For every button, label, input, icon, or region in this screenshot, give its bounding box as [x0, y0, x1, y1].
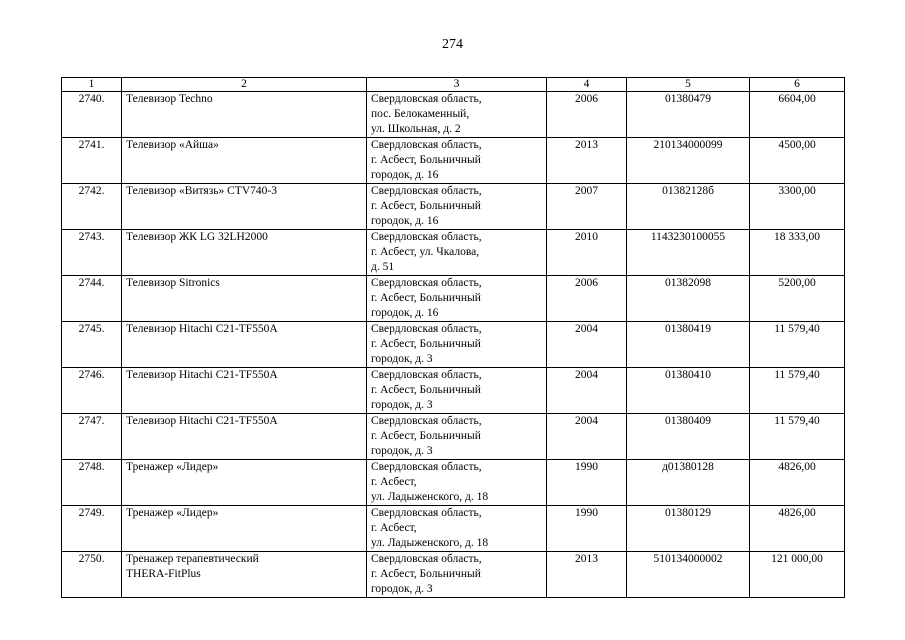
inventory-number: 210134000099 [627, 138, 750, 184]
table-row [62, 506, 845, 552]
item-name [122, 276, 367, 322]
inventory-number: 01380419 [627, 322, 750, 368]
item-name-line: Телевизор Hitachi C21-TF550A [126, 369, 278, 381]
item-address [367, 276, 547, 322]
address-line: г. Асбест, Больничный [371, 338, 481, 350]
item-name-line: Телевизор «Айша» [126, 139, 219, 151]
item-name [122, 138, 367, 184]
item-cost: 11 579,40 [750, 414, 845, 460]
item-name-line: Телевизор Hitachi C21-TF550A [126, 415, 278, 427]
address-line: городок, д. 16 [371, 215, 439, 227]
item-cost: 4826,00 [750, 460, 845, 506]
item-cost: 18 333,00 [750, 230, 845, 276]
item-year: 2007 [547, 184, 627, 230]
column-header: 4 [547, 78, 627, 92]
item-year: 2013 [547, 138, 627, 184]
row-number: 2740. [62, 92, 122, 138]
table-row [62, 92, 845, 138]
item-name-line: Тренажер «Лидер» [126, 507, 219, 519]
item-name [122, 184, 367, 230]
item-address [367, 230, 547, 276]
address-line: Свердловская область, [371, 185, 482, 197]
address-line: Свердловская область, [371, 507, 482, 519]
item-address [367, 552, 547, 598]
row-number: 2741. [62, 138, 122, 184]
row-number: 2747. [62, 414, 122, 460]
row-number: 2745. [62, 322, 122, 368]
address-line: г. Асбест, Больничный [371, 384, 481, 396]
row-number: 2748. [62, 460, 122, 506]
item-name [122, 552, 367, 598]
table-row [62, 138, 845, 184]
item-cost: 11 579,40 [750, 322, 845, 368]
address-line: г. Асбест, Больничный [371, 568, 481, 580]
item-name [122, 414, 367, 460]
item-name [122, 460, 367, 506]
inventory-number: 01382128б [627, 184, 750, 230]
item-address [367, 506, 547, 552]
address-line: Свердловская область, [371, 277, 482, 289]
address-line: городок, д. 3 [371, 583, 433, 595]
inventory-number: 01380129 [627, 506, 750, 552]
inventory-number: 01380409 [627, 414, 750, 460]
address-line: городок, д. 16 [371, 169, 439, 181]
item-cost: 121 000,00 [750, 552, 845, 598]
inventory-number: 510134000002 [627, 552, 750, 598]
item-name-line: Телевизор Sitronics [126, 277, 220, 289]
address-line: Свердловская область, [371, 93, 482, 105]
item-address [367, 92, 547, 138]
item-name [122, 230, 367, 276]
row-number: 2749. [62, 506, 122, 552]
address-line: г. Асбест, ул. Чкалова, [371, 246, 480, 258]
address-line: ул. Школьная, д. 2 [371, 123, 461, 135]
address-line: г. Асбест, Больничный [371, 154, 481, 166]
item-cost: 11 579,40 [750, 368, 845, 414]
row-number: 2743. [62, 230, 122, 276]
item-cost: 4500,00 [750, 138, 845, 184]
inventory-number: 01380410 [627, 368, 750, 414]
item-name [122, 368, 367, 414]
inventory-number: 1143230100055 [627, 230, 750, 276]
address-line: ул. Ладыженского, д. 18 [371, 491, 489, 503]
item-year: 2013 [547, 552, 627, 598]
address-line: г. Асбест, [371, 522, 417, 534]
address-line: Свердловская область, [371, 139, 482, 151]
item-name-line: THERA-FitPlus [126, 568, 201, 580]
table-body [62, 92, 845, 598]
address-line: г. Асбест, Больничный [371, 200, 481, 212]
table-row [62, 414, 845, 460]
column-header: 5 [627, 78, 750, 92]
inventory-number: 01380479 [627, 92, 750, 138]
column-header: 3 [367, 78, 547, 92]
address-line: Свердловская область, [371, 231, 482, 243]
item-name-line: Телевизор Hitachi C21-TF550A [126, 323, 278, 335]
row-number: 2746. [62, 368, 122, 414]
address-line: городок, д. 16 [371, 307, 439, 319]
item-name-line: Тренажер терапевтический [126, 553, 259, 565]
address-line: Свердловская область, [371, 369, 482, 381]
item-address [367, 322, 547, 368]
item-cost: 3300,00 [750, 184, 845, 230]
row-number: 2744. [62, 276, 122, 322]
item-year: 2004 [547, 368, 627, 414]
address-line: городок, д. 3 [371, 353, 433, 365]
item-year: 2004 [547, 322, 627, 368]
item-address [367, 414, 547, 460]
item-address [367, 460, 547, 506]
item-year: 2004 [547, 414, 627, 460]
table-row [62, 276, 845, 322]
item-cost: 5200,00 [750, 276, 845, 322]
item-year: 1990 [547, 460, 627, 506]
item-name-line: Телевизор Techno [126, 93, 213, 105]
row-number: 2750. [62, 552, 122, 598]
inventory-number: 01382098 [627, 276, 750, 322]
table-row [62, 552, 845, 598]
table-row [62, 230, 845, 276]
item-name [122, 322, 367, 368]
item-name-line: Телевизор «Витязь» CTV740-3 [126, 185, 277, 197]
address-line: ул. Ладыженского, д. 18 [371, 537, 489, 549]
item-year: 1990 [547, 506, 627, 552]
item-address [367, 368, 547, 414]
column-header: 1 [62, 78, 122, 92]
table-row [62, 184, 845, 230]
address-line: Свердловская область, [371, 461, 482, 473]
item-address [367, 184, 547, 230]
address-line: городок, д. 3 [371, 399, 433, 411]
item-cost: 4826,00 [750, 506, 845, 552]
item-address [367, 138, 547, 184]
address-line: Свердловская область, [371, 415, 482, 427]
item-name-line: Тренажер «Лидер» [126, 461, 219, 473]
address-line: Свердловская область, [371, 323, 482, 335]
address-line: г. Асбест, [371, 476, 417, 488]
table-row [62, 368, 845, 414]
address-line: д. 51 [371, 261, 395, 273]
page-number: 274 [442, 37, 463, 52]
column-header: 6 [750, 78, 845, 92]
table-row [62, 322, 845, 368]
table-row [62, 460, 845, 506]
inventory-number: д01380128 [627, 460, 750, 506]
property-table [61, 77, 845, 598]
address-line: городок, д. 3 [371, 445, 433, 457]
address-line: г. Асбест, Больничный [371, 292, 481, 304]
table-header-row [62, 78, 845, 92]
row-number: 2742. [62, 184, 122, 230]
item-name [122, 506, 367, 552]
item-name-line: Телевизор ЖК LG 32LH2000 [126, 231, 268, 243]
column-header: 2 [122, 78, 367, 92]
item-year: 2006 [547, 92, 627, 138]
address-line: Свердловская область, [371, 553, 482, 565]
item-cost: 6604,00 [750, 92, 845, 138]
address-line: г. Асбест, Больничный [371, 430, 481, 442]
item-year: 2010 [547, 230, 627, 276]
item-name [122, 92, 367, 138]
address-line: пос. Белокаменный, [371, 108, 470, 120]
item-year: 2006 [547, 276, 627, 322]
